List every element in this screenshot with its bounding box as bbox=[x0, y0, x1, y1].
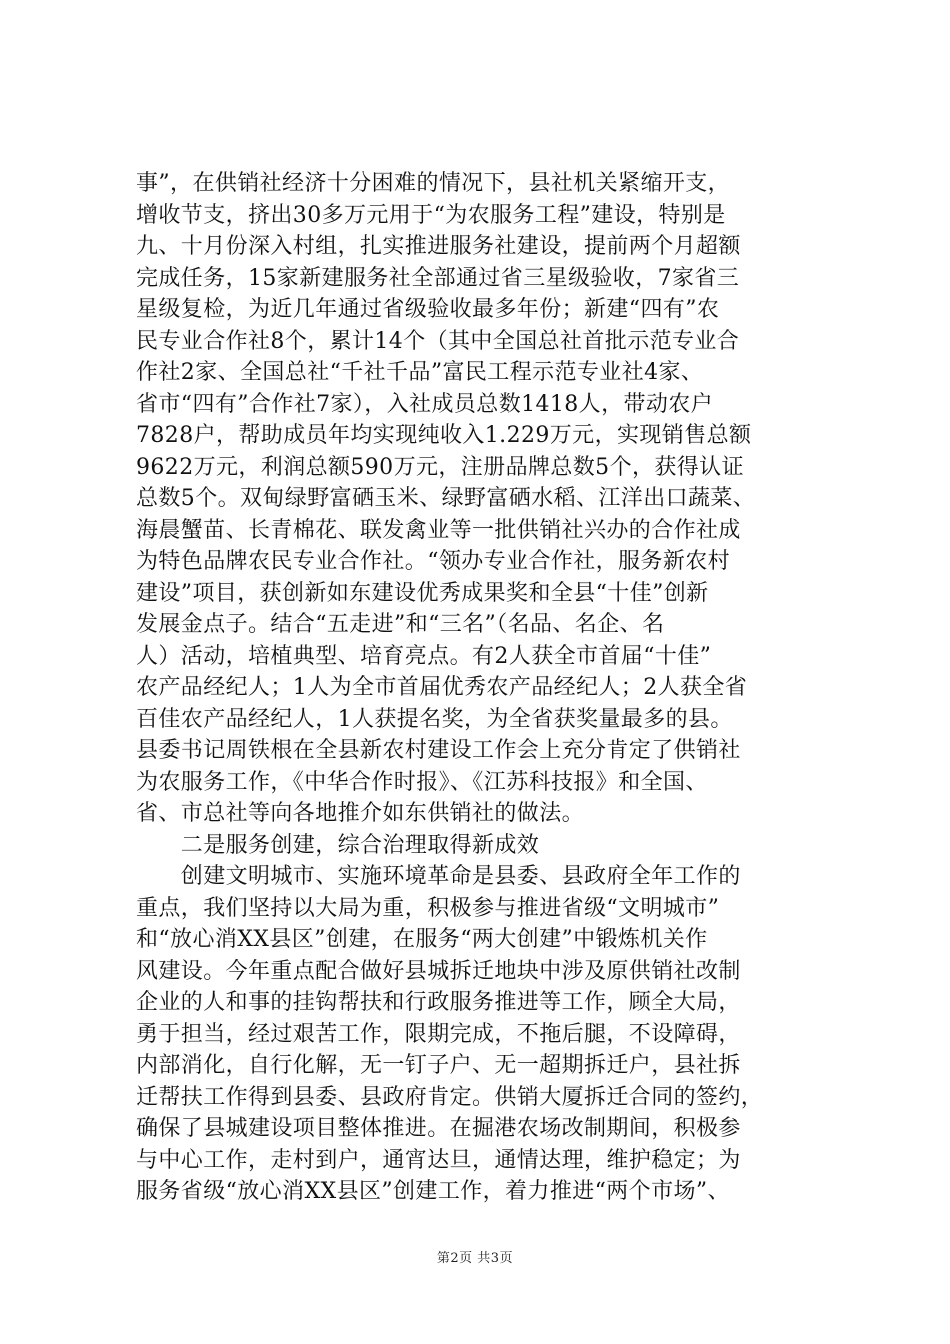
text-line: 人）活动，培植典型、培育亮点。有2人获全市首届“十佳” bbox=[136, 643, 712, 669]
text-line: 企业的人和事的挂钩帮扶和行政服务推进等工作，顾全大局， bbox=[136, 990, 741, 1015]
text-line: 勇于担当，经过艰苦工作，限期完成，不拖后腿，不设障碍， bbox=[136, 1021, 741, 1047]
text-line: 完成任务，15家新建服务社全部通过省三星级验收，7家省三 bbox=[136, 265, 740, 291]
text-line: 发展金点子。结合“五走进”和“三名”（名品、名企、名 bbox=[136, 612, 665, 637]
text-line: 星级复检，为近几年通过省级验收最多年份；新建“四有”农 bbox=[136, 297, 720, 322]
body-text bbox=[136, 168, 828, 1208]
text-line: 内部消化，自行化解，无一钉子户、无一超期拆迁户，县社拆 bbox=[136, 1053, 741, 1078]
text-line: 省、市总社等向各地推介如东供销社的做法。 bbox=[136, 801, 585, 826]
text-line: 确保了县城建设项目整体推进。在掘港农场改制期间，积极参 bbox=[136, 1116, 741, 1141]
text-line: 9622万元，利润总额590万元，注册品牌总数5个，获得认证 bbox=[136, 454, 744, 480]
text-line: 百佳农产品经纪人，1人获提名奖，为全省获奖量最多的县。 bbox=[136, 706, 733, 732]
text-line: 为特色品牌农民专业合作社。“领办专业合作社，服务新农村 bbox=[136, 549, 731, 574]
text-line: 与中心工作，走村到户，通宵达旦，通情达理，维护稳定；为 bbox=[136, 1147, 741, 1173]
section-heading: 二是服务创建，综合治理取得新成效 bbox=[136, 832, 540, 858]
text-line: 民专业合作社8个，累计14个（其中全国总社首批示范专业合 bbox=[136, 328, 740, 354]
text-line: 总数5个。双甸绿野富硒玉米、绿野富硒水稻、江洋出口蔬菜、 bbox=[136, 486, 756, 511]
text-line: 风建设。今年重点配合做好县城拆迁地块中涉及原供销社改制 bbox=[136, 958, 741, 984]
text-line: 和“放心消XX县区”创建，在服务“两大创建”中锻炼机关作 bbox=[136, 927, 708, 952]
text-line: 农产品经纪人；1人为全市首届优秀农产品经纪人；2人获全省 bbox=[136, 675, 748, 700]
text-line: 海晨蟹苗、长青棉花、联发禽业等一批供销社兴办的合作社成 bbox=[136, 517, 741, 543]
text-line: 九、十月份深入村组，扎实推进服务社建设，提前两个月超额 bbox=[136, 234, 741, 259]
text-line: 重点，我们坚持以大局为重，积极参与推进省级“文明城市” bbox=[136, 895, 720, 921]
text-line: 迁帮扶工作得到县委、县政府肯定。供销大厦拆迁合同的签约， bbox=[136, 1084, 764, 1110]
text-line: 作社2家、全国总社“千社千品”富民工程示范专业社4家、 bbox=[136, 360, 704, 385]
text-line: 省市“四有”合作社7家），入社成员总数1418人，带动农户 bbox=[136, 391, 714, 417]
page-footer: 第2页 共3页 bbox=[436, 1251, 514, 1266]
text-line: 事”，在供销社经济十分困难的情况下，县社机关紧缩开支， bbox=[136, 171, 731, 196]
text-line: 县委书记周铁根在全县新农村建设工作会上充分肯定了供销社 bbox=[136, 738, 741, 763]
text-line: 7828户，帮助成员年均实现纯收入1.229万元，实现销售总额 bbox=[136, 423, 752, 448]
text-line: 增收节支，挤出30多万元用于“为农服务工程”建设，特别是 bbox=[136, 202, 726, 228]
text-line: 创建文明城市、实施环境革命是县委、县政府全年工作的 bbox=[136, 864, 741, 889]
text-line: 建设”项目，获创新如东建设优秀成果奖和全县“十佳”创新 bbox=[136, 580, 709, 606]
text-line: 服务省级“放心消XX县区”创建工作，着力推进“两个市场”、 bbox=[136, 1179, 730, 1204]
text-line: 为农服务工作，《中华合作时报》、《江苏科技报》和全国、 bbox=[136, 769, 708, 795]
